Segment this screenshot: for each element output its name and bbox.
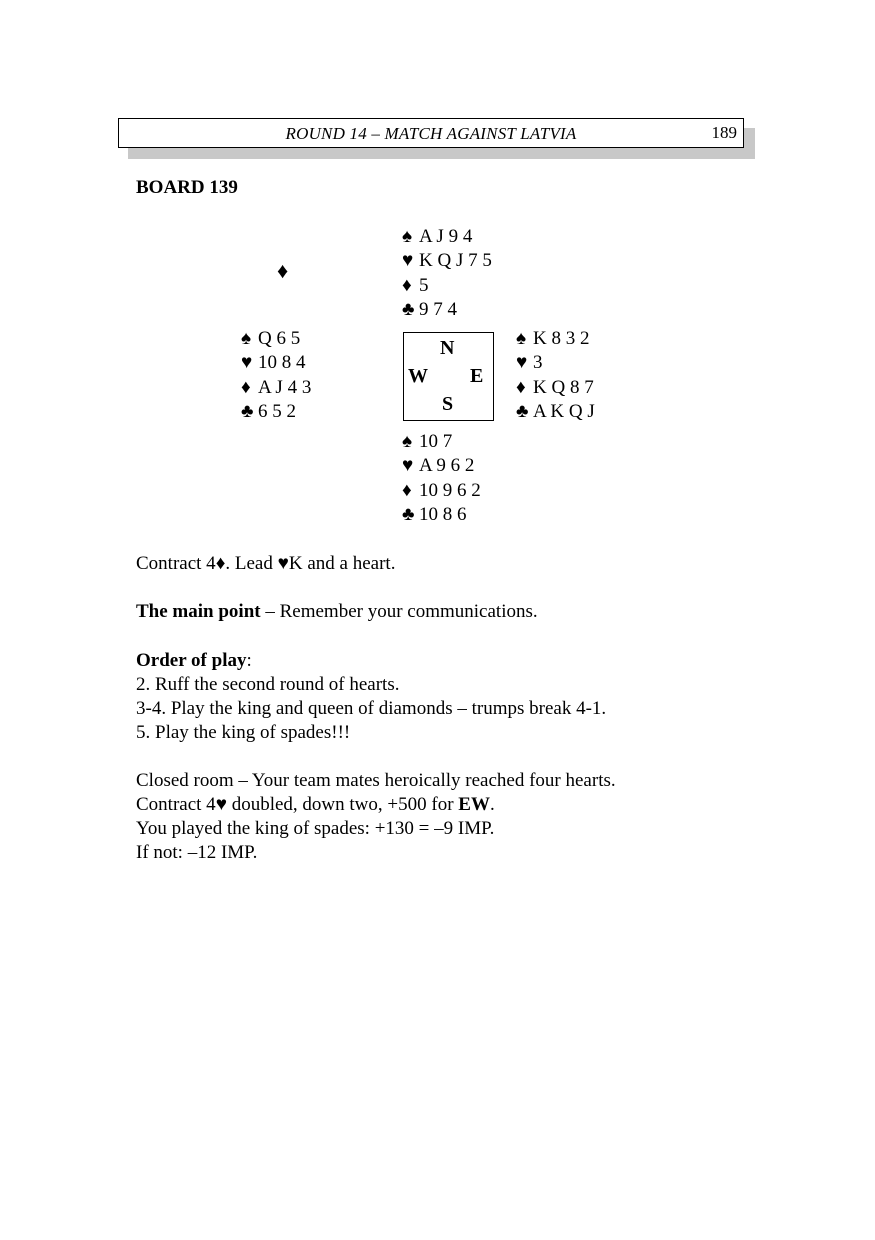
west-clubs: ♣ 6 5 2 <box>241 400 311 424</box>
north-hearts: ♥ K Q J 7 5 <box>402 249 492 273</box>
south-spades: ♠ 10 7 <box>402 430 481 454</box>
running-header <box>118 118 744 148</box>
south-clubs: ♣ 10 8 6 <box>402 503 481 527</box>
compass-north: N <box>440 337 455 359</box>
diamond-icon: ♦ <box>241 376 251 398</box>
order-step: 2. Ruff the second round of hearts. <box>136 674 400 695</box>
diamond-icon: ♦ <box>215 553 226 574</box>
spade-icon: ♠ <box>402 226 413 247</box>
result-line: Contract 4♥ doubled, down two, +500 for EW. <box>136 794 495 815</box>
club-icon: ♣ <box>402 504 415 526</box>
diamond-icon: ♦ <box>402 274 412 296</box>
east-hand <box>516 327 595 425</box>
compass-west: W <box>408 365 428 387</box>
if-not-line: If not: –12 IMP. <box>136 842 258 863</box>
diamond-icon: ♦ <box>516 376 526 398</box>
club-icon: ♣ <box>402 299 415 321</box>
west-hearts: ♥ 10 8 4 <box>241 351 311 375</box>
east-diamonds: ♦ K Q 8 7 <box>516 376 595 400</box>
south-hand <box>402 430 481 528</box>
diamond-icon: ♦ <box>277 258 289 283</box>
order-step: 5. Play the king of spades!!! <box>136 722 351 743</box>
club-icon: ♣ <box>241 401 254 423</box>
played-king-line: You played the king of spades: +130 = –9 IMP. <box>136 818 495 839</box>
north-clubs: ♣ 9 7 4 <box>402 298 492 322</box>
page-number: 189 <box>711 123 737 142</box>
order-step: 3-4. Play the king and queen of diamonds – trumps break 4-1. <box>136 698 607 719</box>
east-clubs: ♣ A K Q J <box>516 400 595 424</box>
header-title: ROUND 14 – MATCH AGAINST LATVIA <box>285 124 577 143</box>
heart-icon: ♥ <box>402 455 414 477</box>
club-icon: ♣ <box>516 401 529 423</box>
spade-icon: ♠ <box>516 328 527 349</box>
heart-icon: ♥ <box>215 794 227 815</box>
contract-line: Contract 4♦. Lead ♥K and a heart. <box>136 553 396 574</box>
spade-icon: ♠ <box>402 431 413 452</box>
closed-room-line: Closed room – Your team mates heroically reached four hearts. <box>136 770 616 791</box>
main-point: The main point – Remember your communications. <box>136 601 538 622</box>
compass-south: S <box>442 393 454 415</box>
north-spades: ♠ A J 9 4 <box>402 225 492 249</box>
order-of-play-heading: Order of play: <box>136 650 252 671</box>
heart-icon: ♥ <box>516 352 528 374</box>
board-title: BOARD 139 <box>136 177 238 198</box>
compass-east: E <box>470 365 484 387</box>
compass-box <box>403 332 494 421</box>
heart-icon: ♥ <box>241 352 253 374</box>
west-diamonds: ♦ A J 4 3 <box>241 376 311 400</box>
east-spades: ♠ K 8 3 2 <box>516 327 595 351</box>
north-hand <box>402 225 492 323</box>
south-hearts: ♥ A 9 6 2 <box>402 454 481 478</box>
west-spades: ♠ Q 6 5 <box>241 327 311 351</box>
west-hand <box>241 327 311 425</box>
east-hearts: ♥ 3 <box>516 351 595 375</box>
spade-icon: ♠ <box>241 328 252 349</box>
heart-icon: ♥ <box>402 250 414 272</box>
heart-icon: ♥ <box>277 553 289 574</box>
diamond-icon: ♦ <box>402 479 412 501</box>
north-diamonds: ♦ 5 <box>402 274 492 298</box>
south-diamonds: ♦ 10 9 6 2 <box>402 479 481 503</box>
